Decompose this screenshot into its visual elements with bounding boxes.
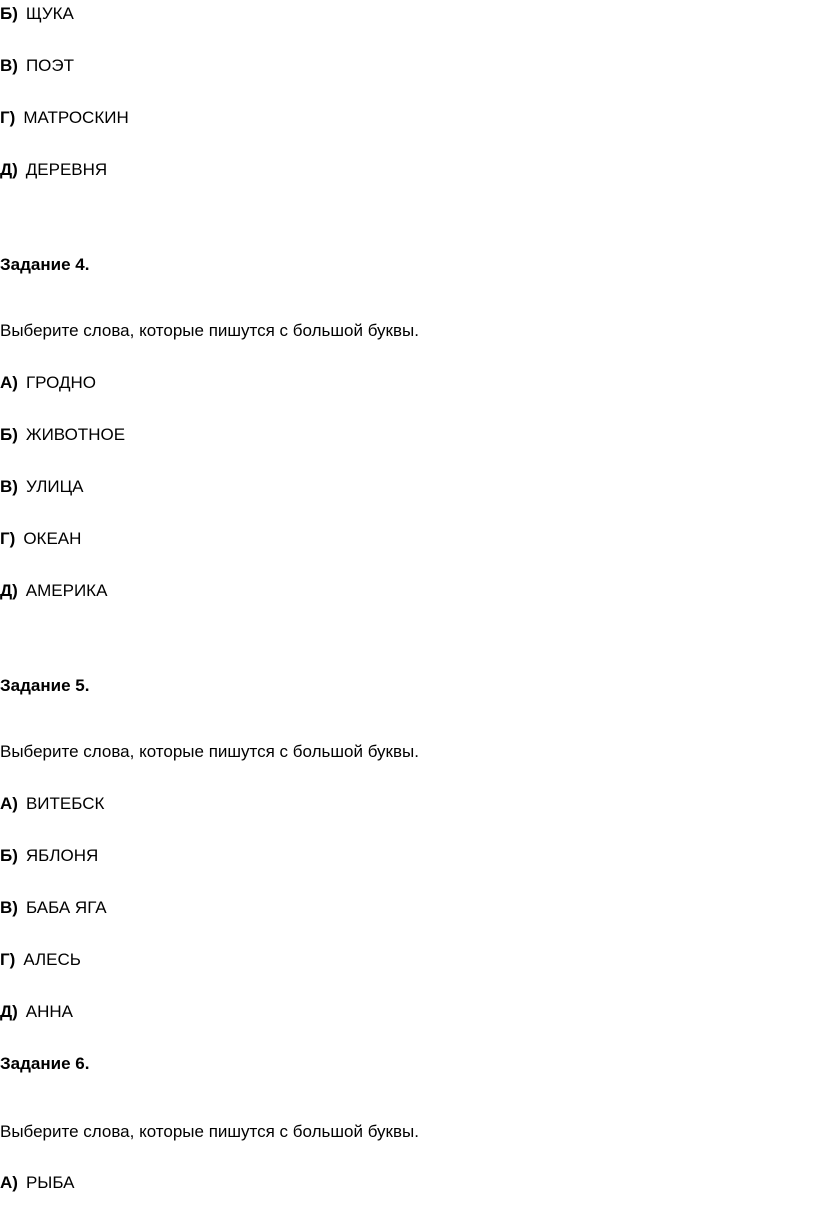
option-g-matroskin [0, 107, 129, 129]
option-text: МАТРОСКИН [23, 108, 129, 127]
task-5-option-a [0, 793, 104, 815]
option-text: ЯБЛОНЯ [25, 846, 99, 865]
task-5-option-g [0, 949, 81, 971]
option-letter: А) [0, 373, 18, 392]
option-text: УЛИЦА [25, 477, 84, 496]
option-letter: А) [0, 1173, 18, 1192]
task-5-title: Задание 5. [0, 676, 90, 695]
option-letter: В) [0, 898, 18, 917]
option-text: БАБА ЯГА [25, 898, 107, 917]
option-text: ДЕРЕВНЯ [25, 160, 108, 179]
task-4-instruction: Выберите слова, которые пишутся с большой буквы. [0, 321, 419, 340]
option-letter: Д) [0, 160, 18, 179]
task-5-option-b [0, 845, 98, 867]
task-6-instruction: Выберите слова, которые пишутся с большой буквы. [0, 1122, 419, 1141]
option-letter: Б) [0, 425, 18, 444]
option-letter: В) [0, 56, 18, 75]
task-6-title: Задание 6. [0, 1054, 90, 1073]
task-5-option-v [0, 897, 107, 919]
task-5-instruction: Выберите слова, которые пишутся с большой буквы. [0, 742, 419, 761]
option-text: ЖИВОТНОЕ [25, 425, 126, 444]
option-letter: А) [0, 794, 18, 813]
task-4-option-b [0, 424, 125, 446]
option-b-shchuka [0, 3, 74, 25]
option-text: АЛЕСЬ [23, 950, 81, 969]
task-5-option-d [0, 1001, 73, 1023]
option-letter: Б) [0, 4, 18, 23]
option-letter: Д) [0, 1002, 18, 1021]
option-text: АМЕРИКА [25, 581, 108, 600]
task-4-option-a [0, 372, 96, 394]
option-letter: Б) [0, 846, 18, 865]
option-text: ЩУКА [25, 4, 74, 23]
option-letter: Д) [0, 581, 18, 600]
option-v-poet [0, 55, 74, 77]
option-letter: Г) [0, 950, 16, 969]
task-4-option-d [0, 580, 107, 602]
task-4-title: Задание 4. [0, 255, 90, 274]
option-letter: Г) [0, 529, 16, 548]
option-letter: В) [0, 477, 18, 496]
option-text: ПОЭТ [25, 56, 74, 75]
option-text: ГРОДНО [25, 373, 96, 392]
option-text: РЫБА [25, 1173, 75, 1192]
option-letter: Г) [0, 108, 16, 127]
option-text: АННА [25, 1002, 74, 1021]
task-4-option-v [0, 476, 83, 498]
option-text: ОКЕАН [23, 529, 82, 548]
task-4-option-g [0, 528, 81, 550]
option-text: ВИТЕБСК [25, 794, 105, 813]
option-d-derevnya [0, 159, 107, 181]
task-6-option-a [0, 1172, 74, 1194]
